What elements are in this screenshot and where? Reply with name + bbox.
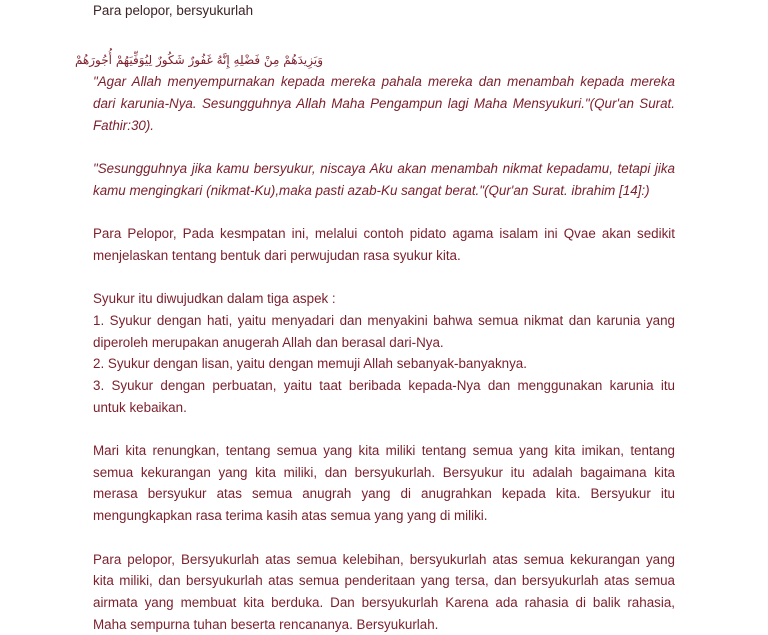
- quote-line: "Sesungguhnya jika kamu bersyukur, niscaya Aku akan menambah nikmat kepadamu, tetapi jika: [93, 158, 675, 180]
- paragraph-line: Para Pelopor, Pada kesmpatan ini, melalui contoh pidato agama isalam ini Qvae akan sedikit: [93, 223, 675, 245]
- quote-ibrahim: [93, 158, 675, 201]
- paragraph-line: Maha sempurna tuhan beserta rencananya. Bersyukurlah.: [93, 614, 675, 635]
- quote-fathir: [93, 71, 675, 136]
- list-item: diperoleh merupakan anugerah Allah dan berasal dari-Nya.: [93, 332, 675, 354]
- paragraph-line: Para pelopor, Bersyukurlah atas semua kelebihan, bersyukurlah atas semua kekurangan yang: [93, 549, 675, 571]
- paragraph-line: airmata yang membuat kita berduka. Dan bersyukurlah Karena ada rahasia di balik rahasia,: [93, 592, 675, 614]
- quote-line: kamu mengingkari (nikmat-Ku),maka pasti azab-Ku sangat berat."(Qur'an Surat. ibrahim [14]:): [93, 180, 675, 202]
- list-item: 2. Syukur dengan lisan, yaitu dengan memuji Allah sebanyak-banyaknya.: [93, 353, 675, 375]
- document-title: Para pelopor, bersyukurlah: [93, 0, 675, 22]
- list-item: untuk kebaikan.: [93, 397, 675, 419]
- quote-line: Fathir:30).: [93, 115, 675, 137]
- list-item: 3. Syukur dengan perbuatan, yaitu taat beribada kepada-Nya dan menggunakan karunia itu: [93, 375, 675, 397]
- quote-line: dari karunia-Nya. Sesungguhnya Allah Maha Pengampun lagi Maha Mensyukuri."(Qur'an Surat.: [93, 93, 675, 115]
- paragraph-line: kita miliki, dan bersyukurlah atas semua penderitaan yang tersa, dan bersyukurlah atas semua: [93, 570, 675, 592]
- paragraph-reflection: [93, 440, 675, 527]
- list-item: 1. Syukur dengan hati, yaitu menyadari dan menyakini bahwa semua nikmat dan karunia yang: [93, 310, 675, 332]
- document-body: [93, 0, 675, 635]
- quote-line: "Agar Allah menyempurnakan kepada mereka pahala mereka dan menambah kepada mereka: [93, 71, 675, 93]
- paragraph-line: merasa bersyukur atas semua anugrah yang di anugrahkan kepada kita. Bersyukur itu: [93, 483, 675, 505]
- paragraph-line: semua kekurangan yang kita miliki, dan bersyukurlah. Bersyukur itu adalah bagaimana kita: [93, 462, 675, 484]
- paragraph-line: mengungkapkan rasa terima kasih atas semua yang yang di miliki.: [93, 505, 675, 527]
- paragraph-line: Mari kita renungkan, tentang semua yang kita miliki tentang semua yang kita imikan, tentang: [93, 440, 675, 462]
- paragraph-closing: [93, 549, 675, 635]
- paragraph-intro: [93, 223, 675, 266]
- arabic-verse: وَيَزِيدَهُمْ مِنْ فَضْلِهِ إِنَّهُ غَفُورٌ شَكُورٌ لِيُوَفِّيَهُمْ أُجُورَهُمْ: [93, 50, 323, 72]
- syukur-aspects-list: [93, 288, 675, 418]
- paragraph-line: menjelaskan tentang bentuk dari perwujudan rasa syukur kita.: [93, 245, 675, 267]
- list-heading: Syukur itu diwujudkan dalam tiga aspek :: [93, 288, 675, 310]
